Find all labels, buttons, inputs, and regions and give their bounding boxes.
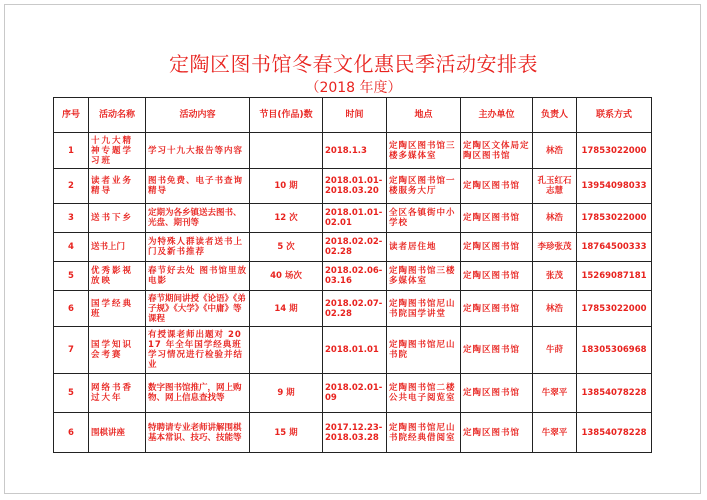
cell-name: 国学知识会考赛	[89, 327, 146, 374]
cell-time: 2018.02.07-02.28	[323, 291, 387, 327]
cell-place: 全区各镇街中小学校	[387, 204, 461, 233]
cell-person: 牛莳	[533, 327, 577, 374]
cell-phone: 13854078228	[577, 413, 652, 453]
cell-place: 定陶图书馆二楼公共电子阅览室	[387, 374, 461, 413]
cell-time: 2018.1.3	[323, 133, 387, 169]
cell-count: 15 期	[250, 413, 323, 453]
table-row	[54, 327, 652, 374]
cell-name: 十九大精神专题学习班	[89, 133, 146, 169]
cell-person: 张茂	[533, 262, 577, 291]
table-row	[54, 204, 652, 233]
cell-count	[250, 327, 323, 374]
cell-count: 5 次	[250, 233, 323, 262]
cell-time: 2018.01.01-02.01	[323, 204, 387, 233]
cell-no: 5	[54, 374, 89, 413]
cell-place: 定陶图书馆尼山书院经典借阅室	[387, 413, 461, 453]
cell-count	[250, 133, 323, 169]
cell-time: 2018.01.01-2018.03.20	[323, 169, 387, 204]
cell-content: 为特殊人群读者送书上门及新书推荐	[146, 233, 250, 262]
cell-host: 定陶区图书馆	[461, 262, 533, 291]
cell-name: 送书下乡	[89, 204, 146, 233]
cell-phone: 18764500333	[577, 233, 652, 262]
table-row	[54, 233, 652, 262]
cell-content: 图书免费、电子书查询精导	[146, 169, 250, 204]
cell-time: 2018.02.02-02.28	[323, 233, 387, 262]
cell-person: 林浩	[533, 204, 577, 233]
cell-person: 孔玉红石志慧	[533, 169, 577, 204]
cell-person: 李珍张茂	[533, 233, 577, 262]
cell-no: 1	[54, 133, 89, 169]
table-row	[54, 262, 652, 291]
cell-no: 6	[54, 413, 89, 453]
header-place: 地点	[387, 98, 461, 133]
cell-name: 送书上门	[89, 233, 146, 262]
header-activity-name: 活动名称	[89, 98, 146, 133]
schedule-table	[53, 97, 652, 453]
table-row	[54, 413, 652, 453]
cell-place: 读者居住地	[387, 233, 461, 262]
header-time: 时间	[323, 98, 387, 133]
cell-count: 40 场次	[250, 262, 323, 291]
cell-count: 9 期	[250, 374, 323, 413]
cell-no: 7	[54, 327, 89, 374]
cell-place: 定陶图书馆尼山书院	[387, 327, 461, 374]
cell-phone: 18305306968	[577, 327, 652, 374]
cell-content: 学习十九大报告等内容	[146, 133, 250, 169]
cell-host: 定陶区图书馆	[461, 413, 533, 453]
cell-no: 6	[54, 291, 89, 327]
cell-time: 2018.02.06-03.16	[323, 262, 387, 291]
cell-content: 有授课老师出题对 2017 年全年国学经典班学习情况进行检验并结业	[146, 327, 250, 374]
cell-phone: 17853022000	[577, 204, 652, 233]
cell-host: 定陶区图书馆	[461, 169, 533, 204]
table-header-row	[54, 98, 652, 133]
cell-place: 定陶图书馆三楼多媒体室	[387, 262, 461, 291]
cell-time: 2017.12.23-2018.03.28	[323, 413, 387, 453]
cell-host: 定陶区图书馆	[461, 291, 533, 327]
cell-count: 14 期	[250, 291, 323, 327]
cell-count: 10 期	[250, 169, 323, 204]
cell-host: 定陶区图书馆	[461, 374, 533, 413]
cell-host: 定陶区文体局定陶区图书馆	[461, 133, 533, 169]
cell-time: 2018.01.01	[323, 327, 387, 374]
cell-person: 牛翠平	[533, 374, 577, 413]
cell-host: 定陶区图书馆	[461, 233, 533, 262]
cell-host: 定陶区图书馆	[461, 327, 533, 374]
cell-person: 林浩	[533, 133, 577, 169]
header-count: 节目(作品)数	[250, 98, 323, 133]
cell-phone: 15269087181	[577, 262, 652, 291]
cell-no: 3	[54, 204, 89, 233]
header-contact: 联系方式	[577, 98, 652, 133]
cell-place: 定陶区图书馆三楼多媒体室	[387, 133, 461, 169]
header-no: 序号	[54, 98, 89, 133]
header-person: 负责人	[533, 98, 577, 133]
table-row	[54, 169, 652, 204]
cell-phone: 17853022000	[577, 133, 652, 169]
cell-name: 优秀影视放映	[89, 262, 146, 291]
cell-person: 牛翠平	[533, 413, 577, 453]
cell-time: 2018.02.01-09	[323, 374, 387, 413]
page-subtitle: （2018 年度）	[305, 80, 402, 96]
page-title: 定陶区图书馆冬春文化惠民季活动安排表	[169, 52, 538, 76]
cell-count: 12 次	[250, 204, 323, 233]
cell-person: 林浩	[533, 291, 577, 327]
table-row	[54, 133, 652, 169]
cell-name: 国学经典班	[89, 291, 146, 327]
cell-name: 网络书香过大年	[89, 374, 146, 413]
header-host: 主办单位	[461, 98, 533, 133]
header-activity-content: 活动内容	[146, 98, 250, 133]
cell-place: 定陶区图书馆一楼服务大厅	[387, 169, 461, 204]
cell-content: 特聘请专业老师讲解围棋基本常识、技巧、技能等	[146, 413, 250, 453]
cell-no: 2	[54, 169, 89, 204]
table-row	[54, 291, 652, 327]
cell-content: 春节好去处 图书馆里放电影	[146, 262, 250, 291]
cell-place: 定陶图书馆尼山书院国学讲堂	[387, 291, 461, 327]
cell-no: 4	[54, 233, 89, 262]
cell-host: 定陶区图书馆	[461, 204, 533, 233]
cell-content: 数字图书馆推广，网上购物、网上信息查找等	[146, 374, 250, 413]
cell-phone: 13954098033	[577, 169, 652, 204]
cell-phone: 13854078228	[577, 374, 652, 413]
cell-content: 定期为各乡镇送去图书、光盘、期刊等	[146, 204, 250, 233]
table-row	[54, 374, 652, 413]
cell-content: 春节期间讲授《论语》《弟子规》《大学》《中庸》等课程	[146, 291, 250, 327]
cell-no: 5	[54, 262, 89, 291]
cell-phone: 17853022000	[577, 291, 652, 327]
cell-name: 围棋讲座	[89, 413, 146, 453]
cell-name: 读者业务精导	[89, 169, 146, 204]
